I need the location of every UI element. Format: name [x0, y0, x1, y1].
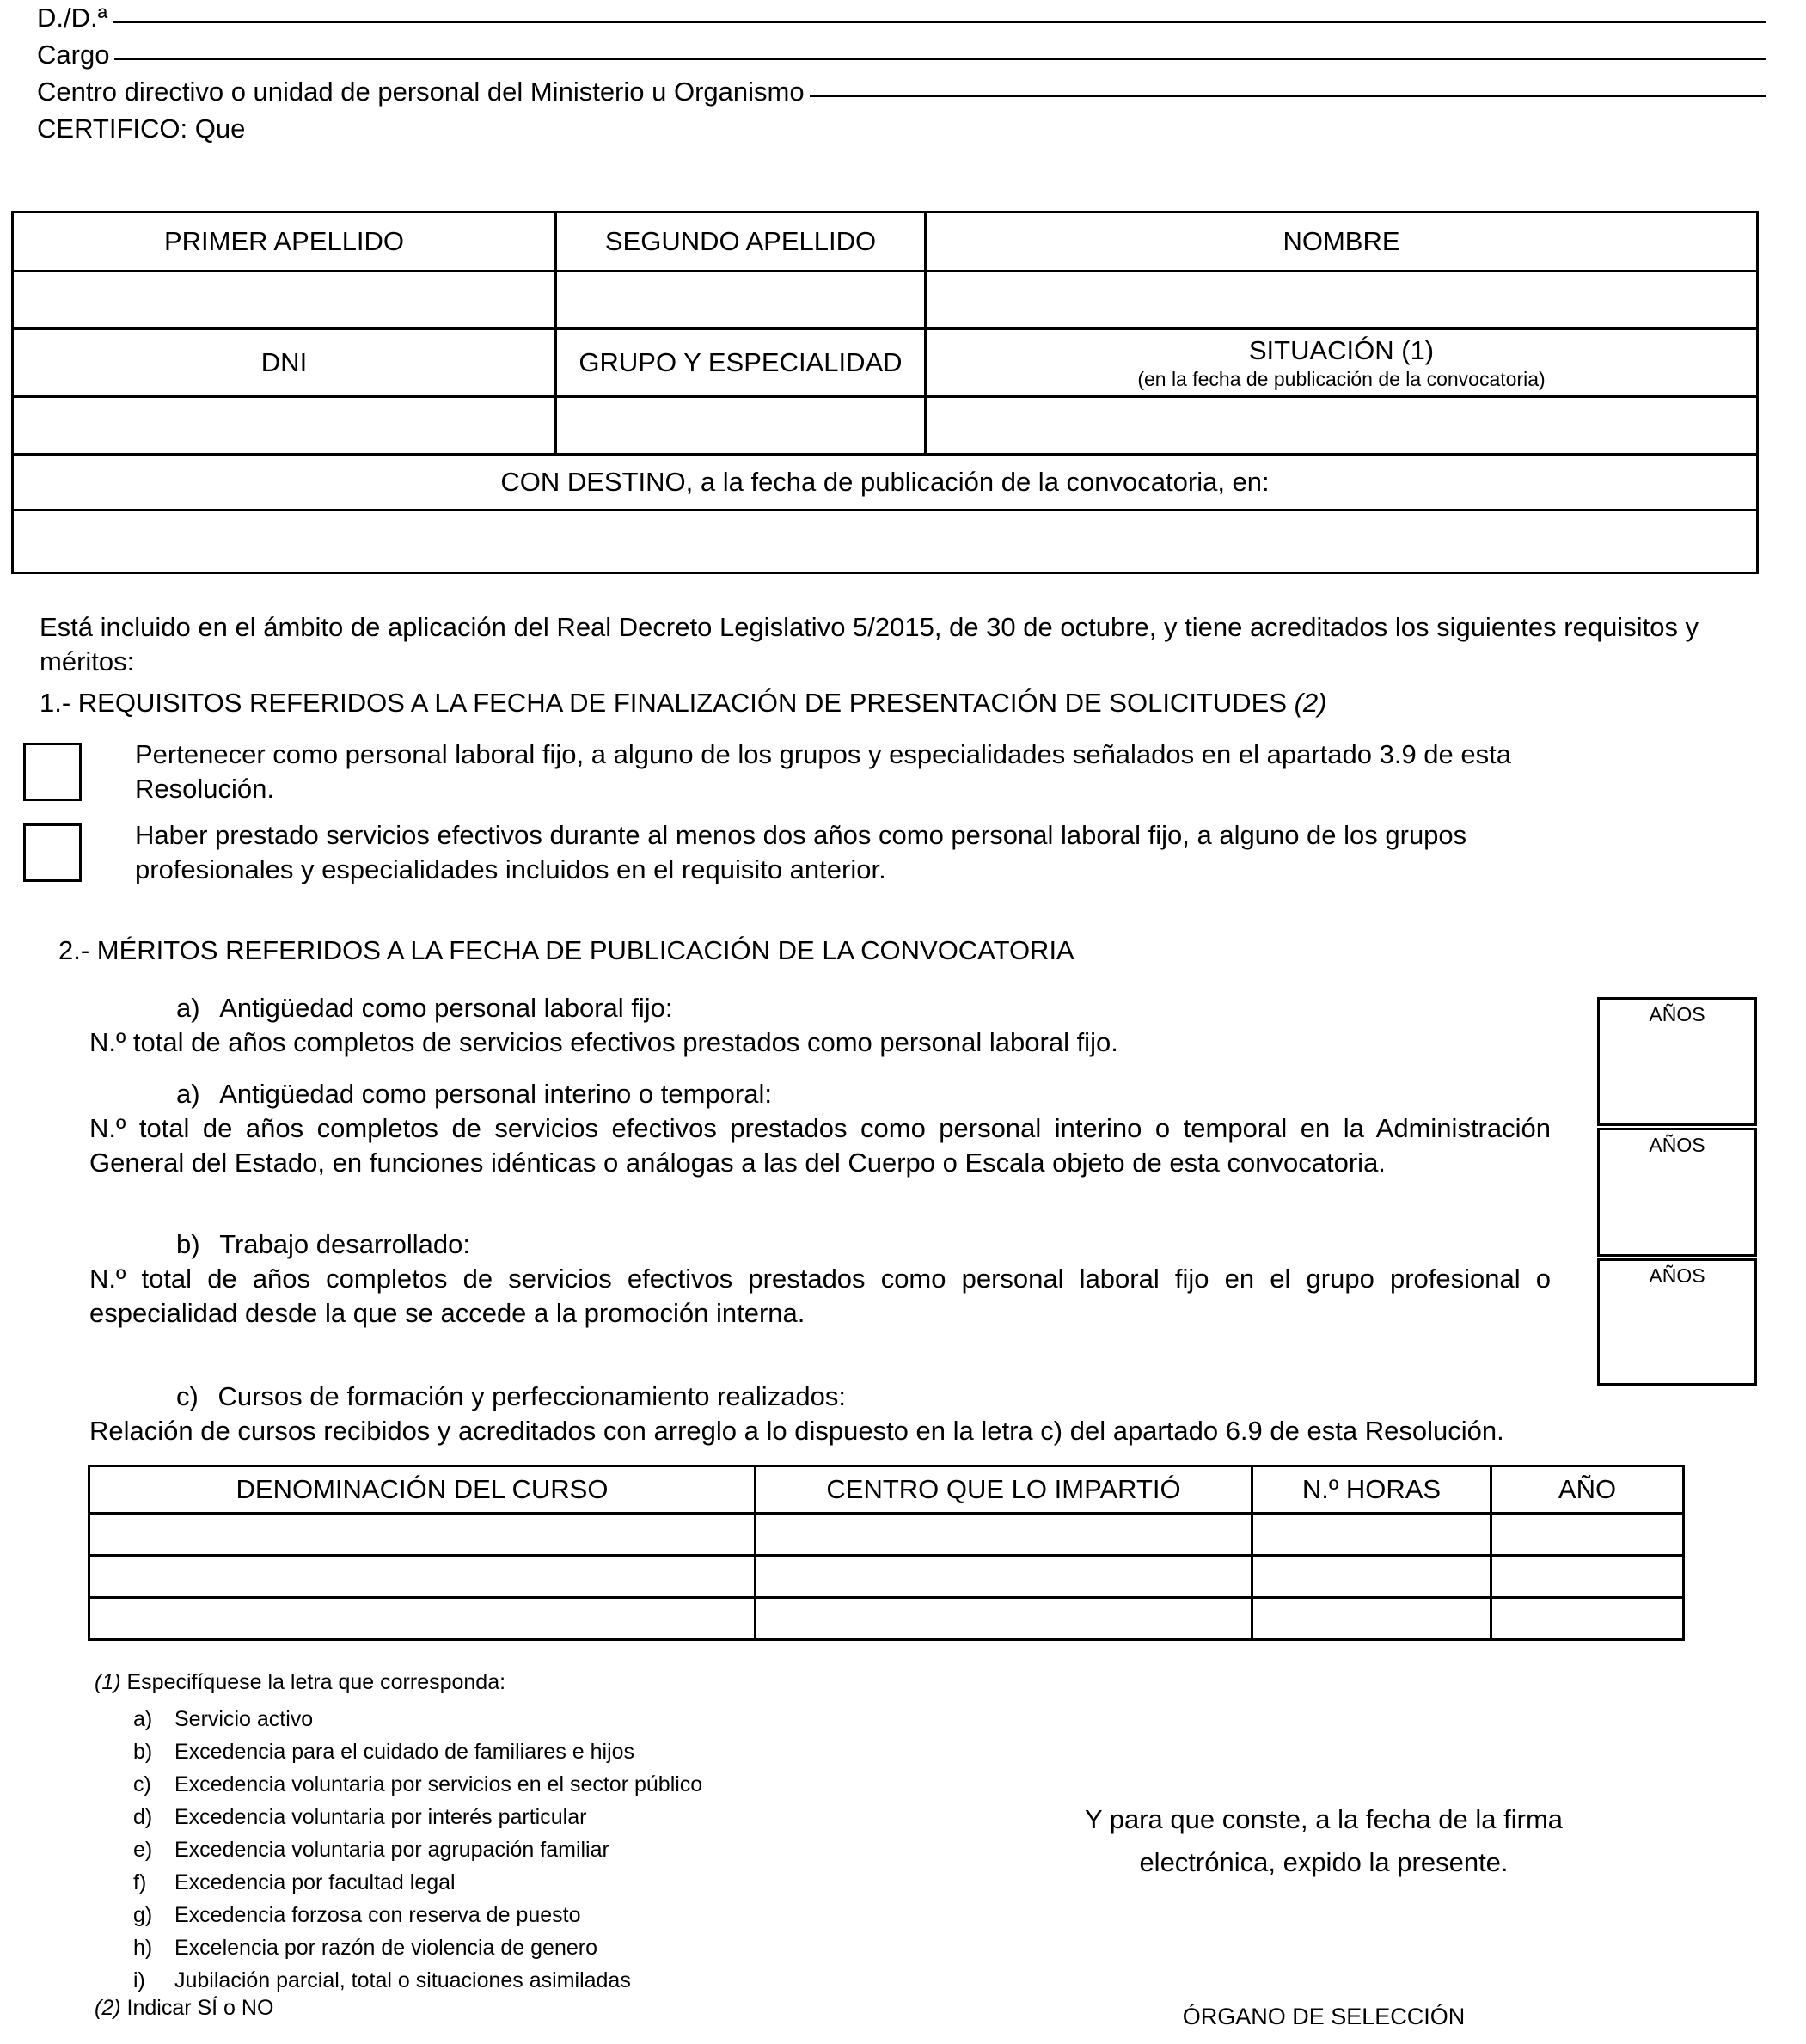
- section1-heading-text: 1.- REQUISITOS REFERIDOS A LA FECHA DE FINALIZACIÓN DE PRESENTACIÓN DE SOLICITUDES: [40, 688, 1295, 718]
- courses-cell-ano[interactable]: [1491, 1556, 1684, 1598]
- courses-cell-centro[interactable]: [756, 1598, 1252, 1640]
- option-text-g: Excedencia forzosa con reserva de puesto: [174, 1903, 581, 1927]
- merit-2-title: [176, 1077, 1509, 1111]
- intro-paragraph: Está incluido en el ámbito de aplicación del Real Decreto Legislativo 5/2015, de 30 de octubre, y tiene acreditados los siguientes requisitos y méritos:: [40, 612, 1699, 676]
- value-segundo-apellido[interactable]: [556, 272, 926, 329]
- courses-table: [88, 1465, 1685, 1641]
- footnote-1-marker: (1): [95, 1670, 121, 1694]
- field-unit-input[interactable]: [810, 95, 1766, 97]
- value-grupo-especialidad[interactable]: [556, 397, 926, 455]
- requirement-checkbox-2[interactable]: [23, 823, 82, 882]
- identity-table: [11, 211, 1759, 574]
- merit-3-description: N.º total de años completos de servicios efectivos prestados como personal laboral fijo en el grupo profesional o especialidad desde la que se accede a la promoción interna.: [89, 1264, 1551, 1328]
- table-row: [89, 1556, 1684, 1598]
- footnote-1: [95, 1668, 505, 1696]
- table-row: [89, 1598, 1684, 1640]
- anos-box-2[interactable]: [1597, 1128, 1757, 1257]
- courses-description: Relación de cursos recibidos y acreditados con arreglo a lo dispuesto en la letra c) del apartado 6.9 de esta Resolución.: [89, 1416, 1504, 1446]
- footnote-option-c: [133, 1771, 702, 1798]
- anos-box-1[interactable]: [1597, 997, 1757, 1126]
- destino-value[interactable]: [13, 511, 1758, 573]
- field-position-label: Cargo: [37, 40, 110, 70]
- courses-cell-horas[interactable]: [1252, 1598, 1491, 1640]
- courses-header-denominacion: DENOMINACIÓN DEL CURSO: [89, 1466, 756, 1514]
- courses-header-ano: AÑO: [1491, 1466, 1684, 1514]
- courses-cell-denominacion[interactable]: [89, 1598, 756, 1640]
- option-text-b: Excedencia para el cuidado de familiares e hijos: [174, 1740, 635, 1764]
- option-text-d: Excedencia voluntaria por interés particular: [174, 1805, 587, 1829]
- footnote-option-d: [133, 1803, 586, 1831]
- table-row: [89, 1514, 1684, 1556]
- footnote-option-h: [133, 1934, 597, 1961]
- option-text-i: Jubilación parcial, total o situaciones asimiladas: [174, 1968, 631, 1992]
- certify-label: CERTIFICO: Que: [37, 113, 246, 144]
- courses-cell-denominacion[interactable]: [89, 1556, 756, 1598]
- organo-seleccion-label: ÓRGANO DE SELECCIÓN: [1182, 2004, 1466, 2029]
- courses-cell-horas[interactable]: [1252, 1556, 1491, 1598]
- value-nombre[interactable]: [926, 272, 1758, 329]
- field-name-label: D./D.ª: [37, 3, 108, 33]
- table-row: [13, 272, 1758, 329]
- field-position-row: [37, 41, 1766, 68]
- option-letter-g: g): [133, 1903, 153, 1927]
- field-name-input[interactable]: [113, 21, 1766, 23]
- header-nombre: NOMBRE: [926, 212, 1758, 272]
- field-unit-label: Centro directivo o unidad de personal del Ministerio u Organismo: [37, 76, 805, 107]
- section1-heading-note: (2): [1294, 688, 1327, 718]
- field-position-input[interactable]: [114, 58, 1766, 60]
- value-situacion[interactable]: [926, 397, 1758, 455]
- header-primer-apellido: PRIMER APELLIDO: [13, 212, 556, 272]
- table-row: [13, 212, 1758, 272]
- value-dni[interactable]: [13, 397, 556, 455]
- option-text-h: Excelencia por razón de violencia de genero: [174, 1936, 597, 1960]
- table-row: [13, 397, 1758, 455]
- anos-label-1: AÑOS: [1649, 1003, 1705, 1025]
- header-situacion-text: [1249, 335, 1434, 365]
- merit-1-title-text: Antigüedad como personal laboral fijo:: [219, 993, 673, 1023]
- merit-3-title-text: Trabajo desarrollado:: [219, 1229, 470, 1259]
- footnote-option-g: [133, 1901, 581, 1929]
- table-row: [13, 511, 1758, 573]
- anos-box-3[interactable]: [1597, 1258, 1757, 1386]
- table-header-row: [89, 1466, 1684, 1514]
- header-situacion: [926, 329, 1758, 397]
- table-row: [13, 455, 1758, 511]
- option-text-c: Excedencia voluntaria por servicios en el sector público: [174, 1772, 703, 1796]
- header-segundo-apellido: SEGUNDO APELLIDO: [556, 212, 926, 272]
- situacion-note: (en la fecha de publicación de la convocatoria): [1137, 367, 1546, 390]
- merit-1-letter: a): [176, 993, 200, 1023]
- anos-label-2: AÑOS: [1649, 1134, 1705, 1156]
- option-letter-i: i): [133, 1968, 145, 1992]
- courses-cell-centro[interactable]: [756, 1556, 1252, 1598]
- courses-cell-horas[interactable]: [1252, 1514, 1491, 1556]
- header-grupo-especialidad: GRUPO Y ESPECIALIDAD: [556, 329, 926, 397]
- table-row: [13, 329, 1758, 397]
- merit-2-description: N.º total de años completos de servicios efectivos prestados como personal interino o temporal en la Administración General del Estado, en funciones idénticas o análogas a las del Cuerpo o Escala objeto de esta convocatoria.: [89, 1113, 1551, 1178]
- option-text-e: Excedencia voluntaria por agrupación familiar: [174, 1838, 609, 1862]
- merit-1-description: N.º total de años completos de servicios efectivos prestados como personal laboral fijo.: [89, 1027, 1118, 1057]
- signature-line-1: Y para que conste, a la fecha de la firma: [1084, 1804, 1564, 1834]
- requirement-checkbox-1[interactable]: [23, 743, 82, 801]
- destino-label: CON DESTINO, a la fecha de publicación de la convocatoria, en:: [13, 455, 1758, 511]
- footnote-option-i: [133, 1967, 631, 1994]
- requirement-text-2: Haber prestado servicios efectivos durante al menos dos años como personal laboral fijo, a alguno de los grupos profesionales y especialidades incluidos en el requisito anterior.: [135, 820, 1467, 884]
- footnote-2: [95, 1994, 273, 2022]
- courses-letter: c): [176, 1381, 199, 1411]
- footnote-option-f: [133, 1869, 456, 1896]
- merit-3-title: [176, 1227, 1509, 1262]
- footnote-option-e: [133, 1836, 609, 1863]
- option-text-f: Excedencia por facultad legal: [174, 1870, 456, 1894]
- option-letter-f: f): [133, 1870, 147, 1894]
- situacion-word: SITUACIÓN (1): [1248, 334, 1435, 365]
- footnote-2-text: Indicar SÍ o NO: [120, 1996, 274, 2020]
- courses-cell-centro[interactable]: [756, 1514, 1252, 1556]
- anos-label-3: AÑOS: [1649, 1264, 1705, 1287]
- section1-heading: [40, 686, 1327, 720]
- courses-cell-ano[interactable]: [1491, 1598, 1684, 1640]
- footnote-1-text: Especifíquese la letra que corresponda:: [120, 1670, 506, 1694]
- courses-header-horas: N.º HORAS: [1252, 1466, 1491, 1514]
- section2-heading: 2.- MÉRITOS REFERIDOS A LA FECHA DE PUBLICACIÓN DE LA CONVOCATORIA: [58, 935, 1074, 965]
- courses-cell-ano[interactable]: [1491, 1514, 1684, 1556]
- field-name-row: [37, 4, 1766, 31]
- footnote-option-a: [133, 1705, 313, 1733]
- requirement-text-1: Pertenecer como personal laboral fijo, a alguno de los grupos y especialidades señalados en el apartado 3.9 de esta Resolución.: [135, 739, 1511, 804]
- header-dni: DNI: [13, 329, 556, 397]
- merit-2-letter: a): [176, 1079, 200, 1109]
- courses-header-centro: CENTRO QUE LO IMPARTIÓ: [756, 1466, 1252, 1514]
- option-letter-e: e): [133, 1838, 153, 1862]
- footnote-option-b: [133, 1738, 634, 1766]
- field-unit-row: [37, 78, 1766, 105]
- signature-block: [997, 1798, 1650, 1884]
- option-letter-c: c): [133, 1772, 151, 1796]
- option-letter-h: h): [133, 1936, 153, 1960]
- option-letter-b: b): [133, 1740, 153, 1764]
- option-text-a: Servicio activo: [174, 1707, 314, 1731]
- courses-title-text: Cursos de formación y perfeccionamiento realizados:: [217, 1381, 847, 1411]
- merit-2-title-text: Antigüedad como personal interino o temporal:: [219, 1079, 772, 1109]
- courses-title: [176, 1380, 1509, 1414]
- footnote-2-marker: (2): [95, 1996, 121, 2020]
- merit-3-letter: b): [176, 1229, 200, 1259]
- signature-line-2: electrónica, expido la presente.: [1139, 1847, 1509, 1877]
- merit-1-title: [176, 991, 1509, 1025]
- option-letter-a: a): [133, 1707, 153, 1731]
- option-letter-d: d): [133, 1805, 153, 1829]
- value-primer-apellido[interactable]: [13, 272, 556, 329]
- courses-cell-denominacion[interactable]: [89, 1514, 756, 1556]
